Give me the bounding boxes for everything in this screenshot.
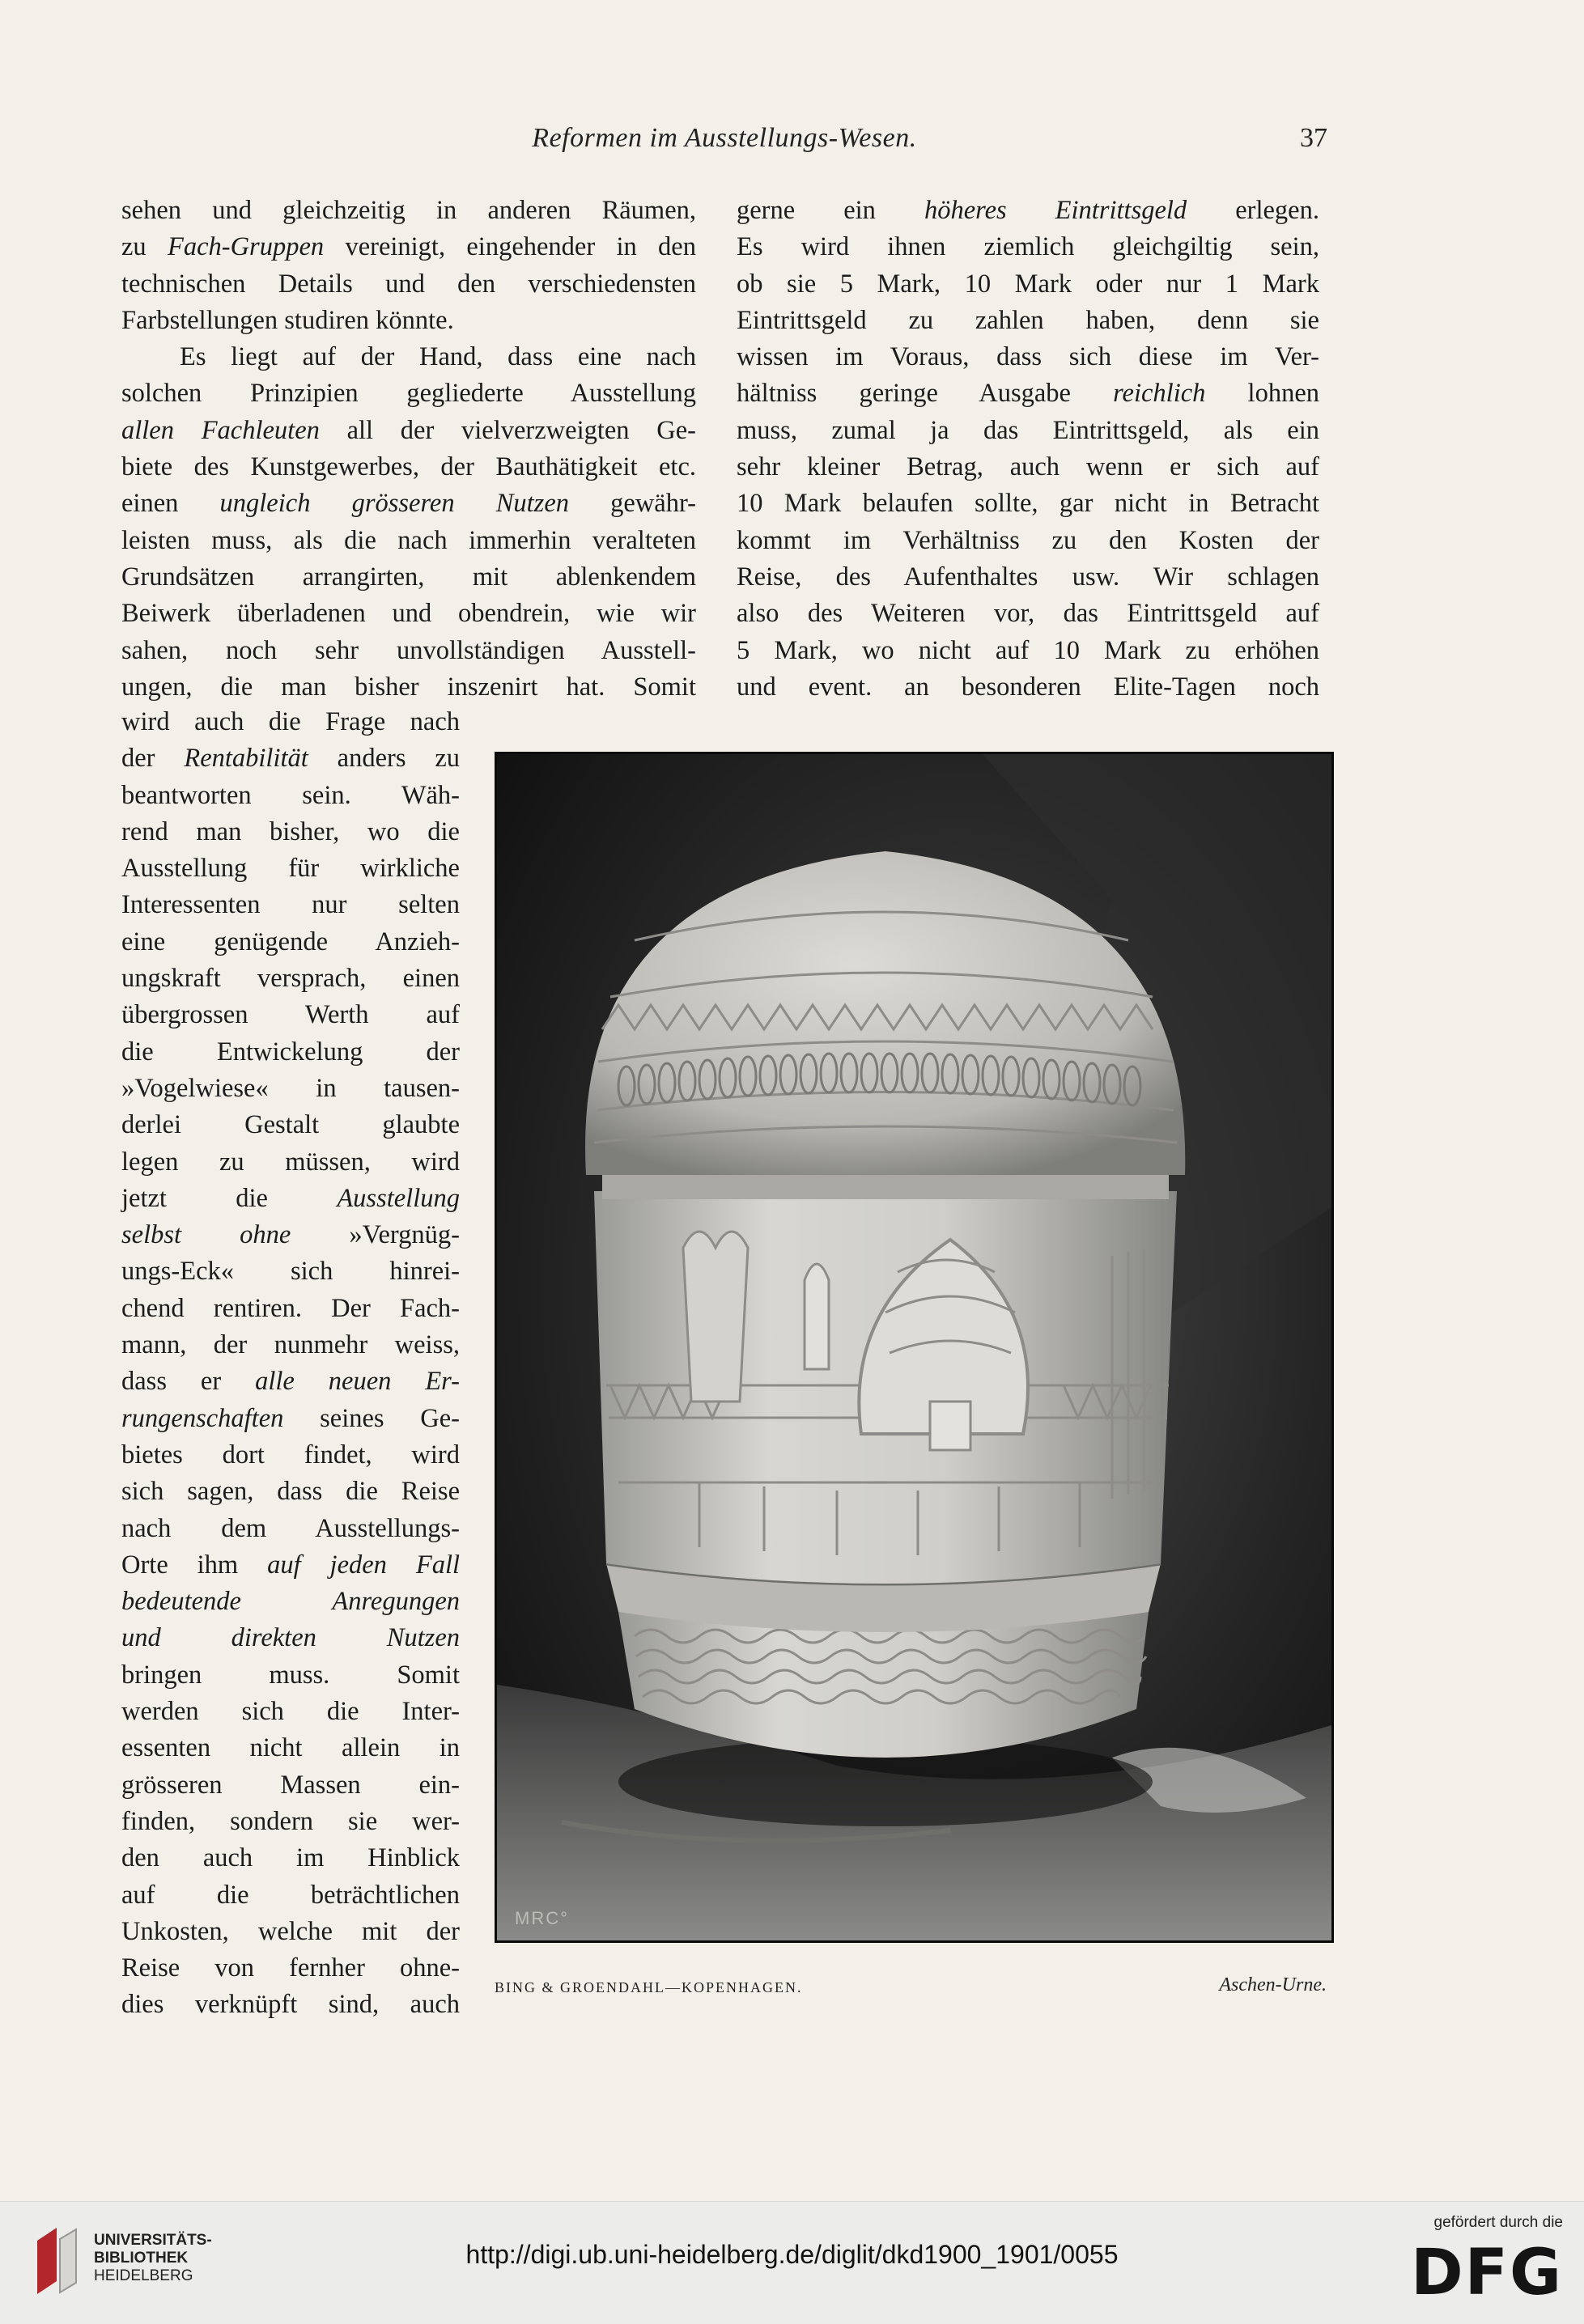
text-line [121,778,460,814]
figure-caption-manufacturer: BING & GROENDAHL—KOPENHAGEN. [495,1979,803,1995]
text-line [737,559,1319,596]
text-line [737,266,1319,303]
text-run: sehr kleiner Betrag, auch wenn er sich auf [737,452,1319,482]
text-line [121,1547,460,1584]
italic-run: Fach-Gruppen [167,232,325,262]
text-run: technischen Details und den verschiedensten [121,269,696,299]
text-run: eine genügende Anzieh- [121,927,460,956]
text-run: den auch im Hinblick [121,1843,460,1873]
text-run: all der vielverzweigten Ge- [319,415,696,445]
text-run: gewähr- [569,489,696,519]
italic-run: alle neuen Er- [255,1367,460,1397]
italic-run: und direkten Nutzen [121,1623,460,1653]
text-run: finden, sondern sie wer- [121,1806,460,1836]
text-run: grösseren Massen ein- [121,1770,460,1800]
text-run: werden sich die Inter- [121,1697,460,1727]
text-line [121,1291,460,1327]
text-line [121,1950,460,1987]
text-line [121,596,696,632]
urn-photograph [495,752,1334,1943]
text-line [121,814,460,850]
text-run: 10 Mark belaufen sollte, gar nicht in Betracht [737,489,1319,519]
text-run: solchen Prinzipien gegliederte Ausstellung [121,379,696,409]
text-run: nach dem Ausstellungs- [121,1513,460,1543]
italic-run: Rentabilität [184,744,308,774]
italic-run: auf jeden Fall [267,1550,461,1580]
text-run: Orte ihm [121,1550,268,1580]
text-line [121,1401,460,1437]
text-run: biete des Kunstgewerbes, der Bauthätigkeit etc. [121,452,696,482]
text-line [121,1363,460,1400]
text-run: Es wird ihnen ziemlich gleichgiltig sein, [737,232,1319,262]
italic-run: reichlich [1113,379,1206,409]
text-line [121,1144,460,1181]
running-title: Reformen im Ausstellungs-Wesen. [532,123,917,153]
text-run: erlegen. [1187,196,1319,225]
text-line [121,633,696,669]
text-run: Es liegt auf der Hand, dass eine nach [180,342,696,372]
text-line [121,1730,460,1766]
text-run: derlei Gestalt glaubte [121,1110,460,1140]
text-line [121,413,696,449]
text-line [121,1327,460,1363]
text-run: ungen, die man bisher inszenirt hat. Somit [121,672,696,702]
text-line [121,266,696,303]
text-line [121,1437,460,1474]
text-line [121,449,696,486]
text-line [737,193,1319,229]
text-line [737,633,1319,669]
text-run: auf die beträchtlichen [121,1880,460,1910]
text-run: jetzt die [121,1183,338,1213]
text-line [737,449,1319,486]
text-run: beantworten sein. Wäh- [121,780,460,810]
library-name-line-1: UNIVERSITÄTS- [94,2232,212,2249]
text-run: mann, der nunmehr weiss, [121,1330,460,1360]
text-run: vereinigt, eingehender in den [324,232,696,262]
text-run: gerne ein [737,196,924,225]
text-run: bietes dort findet, wird [121,1440,460,1469]
text-run: essenten nicht allein in [121,1733,460,1763]
text-run: Grundsätzen arrangirten, mit ablenkendem [121,562,696,592]
text-run: Reise, des Aufenthaltes usw. Wir schlagen [737,562,1319,592]
text-line [121,997,460,1033]
text-line [121,1877,460,1914]
text-run: und event. an besonderen Elite-Tagen noch [737,672,1319,702]
library-name-line-2: BIBLIOTHEK [94,2250,189,2267]
page-number: 37 [1300,123,1327,153]
text-line [737,669,1319,706]
text-line [737,413,1319,449]
italic-run: Ausstellung [337,1183,460,1213]
text-line [121,303,696,339]
italic-run: rungenschaften [121,1403,284,1433]
text-line [121,193,696,229]
text-run: »Vergnüg- [291,1220,460,1250]
text-run: kommt im Verhältniss zu den Kosten der [737,525,1319,555]
figure-caption-title: Aschen-Urne. [1219,1974,1327,1995]
text-run: Eintrittsgeld zu zahlen haben, denn sie [737,305,1319,335]
text-line [121,1034,460,1071]
text-run: rend man bisher, wo die [121,816,460,846]
text-line [737,339,1319,375]
text-line [737,486,1319,522]
italic-run: höheres Eintrittsgeld [924,196,1187,225]
running-head [121,123,1327,168]
text-run: muss, zumal ja das Eintrittsgeld, als ein [737,415,1319,445]
text-run: seines Ge- [283,1403,460,1433]
text-run: Ausstellung für wirkliche [121,854,460,884]
text-run: dies verknüpft sind, auch [121,1990,460,2020]
text-column-left-narrow [121,704,460,2024]
text-run: Unkosten, welche mit der [121,1916,460,1946]
text-line [121,887,460,923]
text-run: ungs-Eck« sich hinrei- [121,1257,460,1287]
text-line [121,1694,460,1730]
text-line [737,596,1319,632]
italic-run: bedeutende Anregungen [121,1587,460,1617]
text-run: legen zu müssen, wird [121,1147,460,1177]
text-line [121,669,696,706]
text-line [121,850,460,887]
text-run: leisten muss, als die nach immerhin veralteten [121,525,696,555]
text-line [121,1511,460,1547]
text-line [121,1584,460,1620]
text-line [121,1217,460,1253]
text-run: »Vogelwiese« in tausen- [121,1073,460,1103]
text-line [121,924,460,961]
text-line [121,1767,460,1804]
text-line [121,740,460,777]
text-run: 5 Mark, wo nicht auf 10 Mark zu erhöhen [737,635,1319,665]
text-column-right [737,193,1319,706]
italic-run: selbst ohne [121,1220,291,1250]
text-run: dass er [121,1367,256,1397]
text-line [121,1071,460,1107]
text-run: chend rentiren. Der Fach- [121,1293,460,1323]
text-run: ungskraft versprach, einen [121,964,460,994]
text-line [121,961,460,997]
text-line [737,229,1319,265]
urn-illustration [497,754,1331,1940]
text-line [121,1657,460,1694]
text-run: wird auch die Frage nach [121,707,460,736]
text-line [121,1620,460,1656]
text-line [121,339,696,375]
text-run: Interessenten nur selten [121,890,460,920]
text-line [121,1840,460,1877]
text-line [121,375,696,412]
text-line [737,523,1319,559]
funding-note: gefördert durch die [1433,2214,1563,2231]
text-run: bringen muss. Somit [121,1660,460,1690]
text-run: die Entwickelung der [121,1037,460,1067]
text-line [737,375,1319,412]
library-name-line-3: HEIDELBERG [94,2267,193,2284]
dfg-logo: DFG [1410,2237,1563,2309]
text-run: Reise von fernher ohne- [121,1953,460,1983]
italic-run: ungleich grösseren Nutzen [219,489,570,519]
text-run: zu [121,232,168,262]
text-run: sehen und gleichzeitig in anderen Räumen, [121,196,696,225]
text-run: sich sagen, dass die Reise [121,1477,460,1507]
text-line [121,1107,460,1143]
text-run: also des Weiteren vor, das Eintrittsgeld auf [737,599,1319,629]
text-run: wissen im Voraus, dass sich diese im Ver- [737,342,1319,372]
text-line [121,704,460,740]
text-column-left-top [121,193,696,706]
text-run: lohnen [1205,379,1319,409]
text-line [121,1914,460,1950]
photo-monogram: MRC° [515,1908,569,1928]
text-run: einen [121,489,220,519]
text-line [121,523,696,559]
text-line [121,1987,460,2023]
text-line [121,486,696,522]
text-run: hältniss geringe Ausgabe [737,379,1114,409]
text-run: sahen, noch sehr unvollständigen Ausstell- [121,635,696,665]
text-line [121,229,696,265]
text-run: ob sie 5 Mark, 10 Mark oder nur 1 Mark [737,269,1319,299]
text-run: Farbstellungen studiren könnte. [121,305,454,335]
text-run: der [121,744,185,774]
text-run: übergrossen Werth auf [121,1000,460,1030]
text-line [121,1804,460,1840]
text-line [737,303,1319,339]
italic-run: allen Fachleuten [121,415,320,445]
text-run: anders zu [308,744,460,774]
permalink-url[interactable]: http://digi.ub.uni-heidelberg.de/diglit/dkd1900_1901/0055 [465,2240,1119,2269]
text-line [121,559,696,596]
text-line [121,1253,460,1290]
text-run: Beiwerk überladenen und obendrein, wie wir [121,599,696,629]
text-line [121,1181,460,1217]
text-line [121,1474,460,1510]
